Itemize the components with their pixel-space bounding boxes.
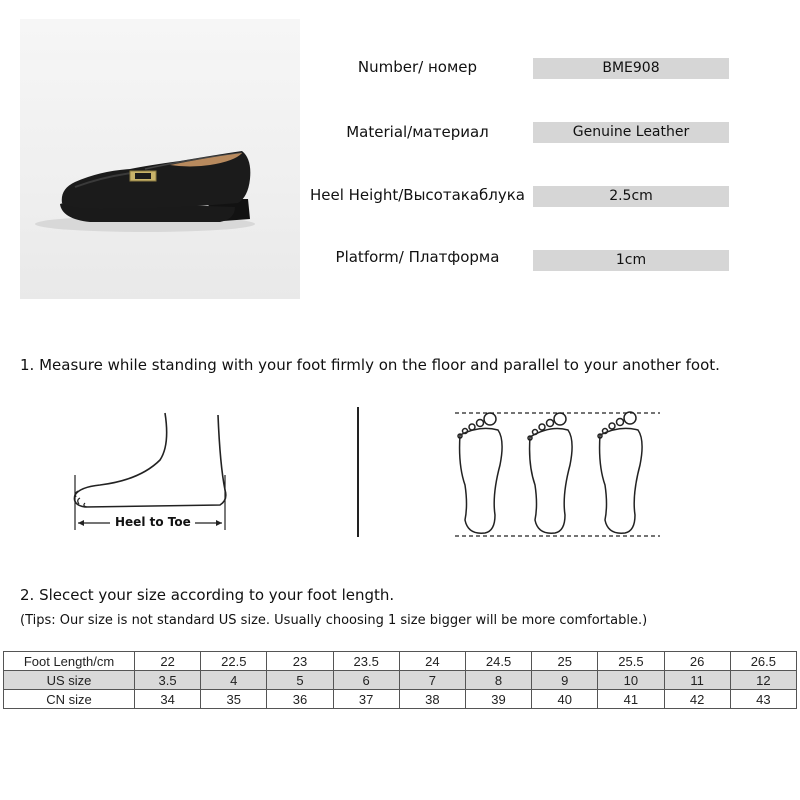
spec-material-value: Genuine Leather [533,122,729,143]
table-cell: 37 [333,690,399,709]
measure-instruction: 1. Measure while standing with your foot firmly on the floor and parallel to your another foot. [20,356,720,374]
loafer-shoe-image [20,19,300,299]
table-cell: 8 [465,671,531,690]
diagram-divider [357,407,359,537]
table-cell: 4 [201,671,267,690]
size-tips: (Tips: Our size is not standard US size. Usually choosing 1 size bigger will be more comfortable.) [20,613,648,628]
table-cell: 12 [730,671,796,690]
footprints-diagram [450,405,665,540]
heel-to-toe-label: Heel to Toe [115,515,191,529]
table-cell: 10 [598,671,664,690]
spec-heel-height-label: Heel Height/Высотакаблука [309,186,526,204]
table-cell: 34 [135,690,201,709]
table-cell: 22 [135,652,201,671]
table-cell: 24 [399,652,465,671]
table-cell: 5 [267,671,333,690]
spec-platform-label: Platform/ Платформа [335,248,500,266]
table-cell: 38 [399,690,465,709]
spec-heel-height-value: 2.5cm [533,186,729,207]
table-cell: 40 [532,690,598,709]
row-header: US size [4,671,135,690]
table-row [4,671,797,690]
table-cell: 42 [664,690,730,709]
table-cell: 9 [532,671,598,690]
table-cell: 23.5 [333,652,399,671]
table-cell: 43 [730,690,796,709]
table-cell: 7 [399,671,465,690]
table-cell: 26.5 [730,652,796,671]
spec-number-value: BME908 [533,58,729,79]
table-cell: 35 [201,690,267,709]
spec-material-label: Material/материал [346,123,489,141]
row-header: Foot Length/cm [4,652,135,671]
size-chart-table [3,651,797,709]
table-cell: 3.5 [135,671,201,690]
table-cell: 11 [664,671,730,690]
spec-number-label: Number/ номер [357,58,478,76]
table-row [4,690,797,709]
product-photo [20,19,300,299]
table-cell: 24.5 [465,652,531,671]
table-cell: 23 [267,652,333,671]
table-cell: 26 [664,652,730,671]
table-cell: 25 [532,652,598,671]
table-cell: 36 [267,690,333,709]
table-cell: 6 [333,671,399,690]
table-cell: 41 [598,690,664,709]
table-cell: 25.5 [598,652,664,671]
table-cell: 39 [465,690,531,709]
row-header: CN size [4,690,135,709]
table-row [4,652,797,671]
size-instruction: 2. Slecect your size according to your foot length. [20,586,395,604]
table-cell: 22.5 [201,652,267,671]
spec-platform-value: 1cm [533,250,729,271]
